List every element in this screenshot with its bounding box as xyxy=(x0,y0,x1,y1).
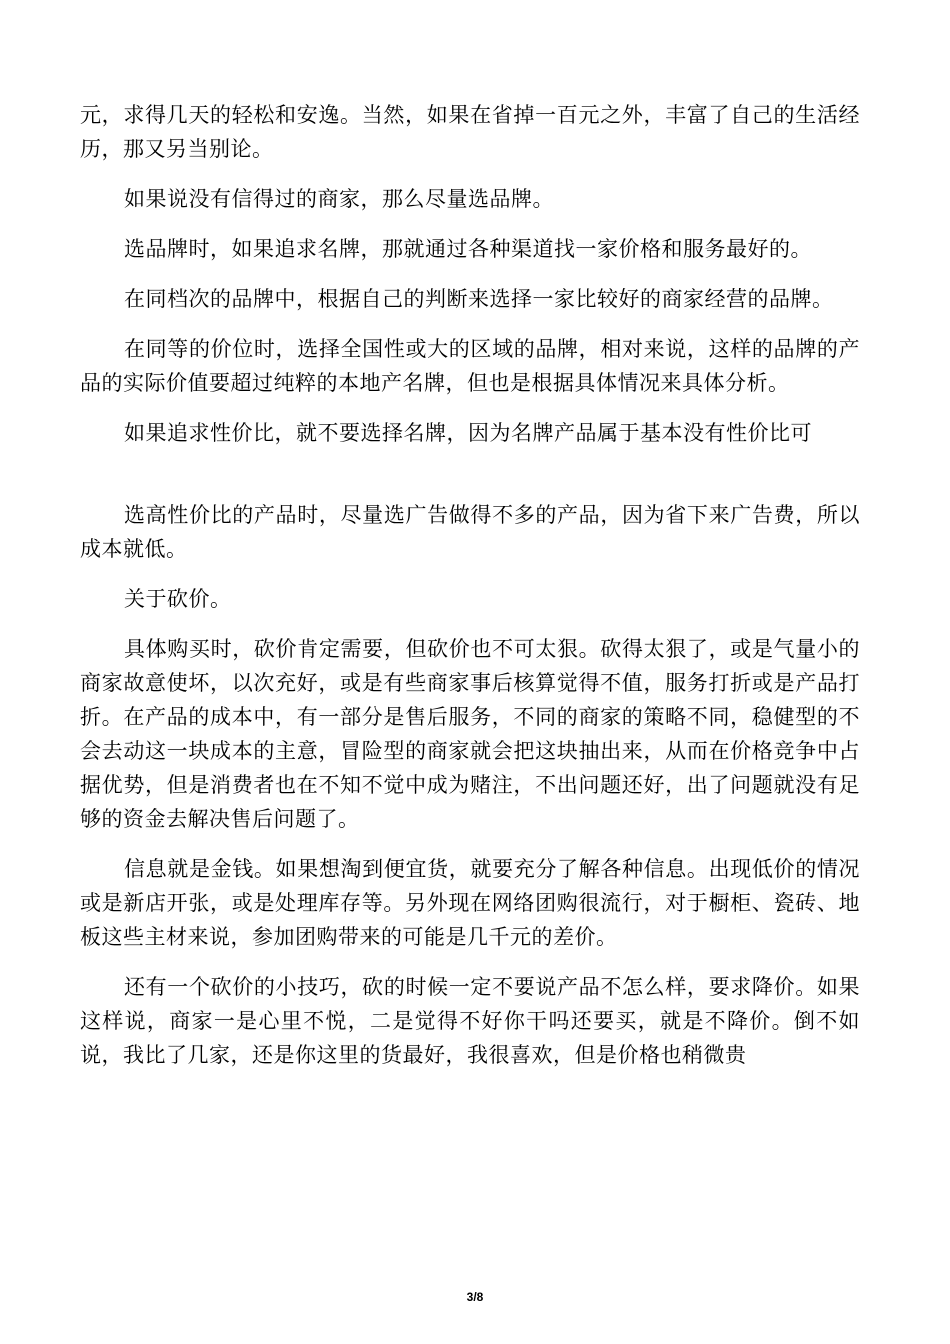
document-body xyxy=(80,98,860,1072)
paragraph-famous-brand: 选品牌时，如果追求名牌，那就通过各种渠道找一家价格和服务最好的。 xyxy=(124,237,812,261)
paragraph-same-tier-brand: 在同档次的品牌中，根据自己的判断来选择一家比较好的商家经营的品牌。 xyxy=(124,287,834,311)
page-number: 3/8 xyxy=(466,1290,484,1304)
paragraph-continuation: 元，求得几天的轻松和安逸。当然，如果在省掉一百元之外，丰富了自己的生活经历，那又另当别论。 xyxy=(80,103,860,161)
paragraph-national-brand: 在同等的价位时，选择全国性或大的区域的品牌，相对来说，这样的品牌的产品的实际价值要超过纯粹的本地产名牌，但也是根据具体情况来具体分析。 xyxy=(80,337,860,395)
paragraph-bargaining-tip: 还有一个砍价的小技巧，砍的时候一定不要说产品不怎么样，要求降价。如果这样说，商家一是心里不悦，二是觉得不好你干吗还要买，就是不降价。倒不如说，我比了几家，还是你这里的货最好，我很喜欢，但是价格也稍微贵 xyxy=(80,975,860,1067)
paragraph-information-money: 信息就是金钱。如果想淘到便宜货，就要充分了解各种信息。出现低价的情况或是新店开张，或是处理库存等。另外现在网络团购很流行，对于橱柜、瓷砖、地板这些主材来说，参加团购带来的可能是几千元的差价。 xyxy=(80,857,860,949)
paragraph-bargaining-details: 具体购买时，砍价肯定需要，但砍价也不可太狠。砍得太狠了，或是气量小的商家故意使坏，以次充好，或是有些商家事后核算觉得不值，服务打折或是产品打折。在产品的成本中，有一部分是售后服务，不同的商家的策略不同，稳健型的不会去动这一块成本的主意，冒险型的商家就会把这块抽出来，从而在价格竞争中占据优势，但是消费者也在不知不觉中成为赌注，不出问题还好，出了问题就没有足够的资金去解决售后问题了。 xyxy=(80,637,860,831)
paragraph-low-advertising: 选高性价比的产品时，尽量选广告做得不多的产品，因为省下来广告费，所以成本就低。 xyxy=(80,503,860,561)
paragraph-choose-brand: 如果说没有信得过的商家，那么尽量选品牌。 xyxy=(124,187,554,211)
paragraph-cost-performance: 如果追求性价比，就不要选择名牌，因为名牌产品属于基本没有性价比可 xyxy=(124,421,812,445)
paragraph-about-bargaining: 关于砍价。 xyxy=(124,587,232,611)
